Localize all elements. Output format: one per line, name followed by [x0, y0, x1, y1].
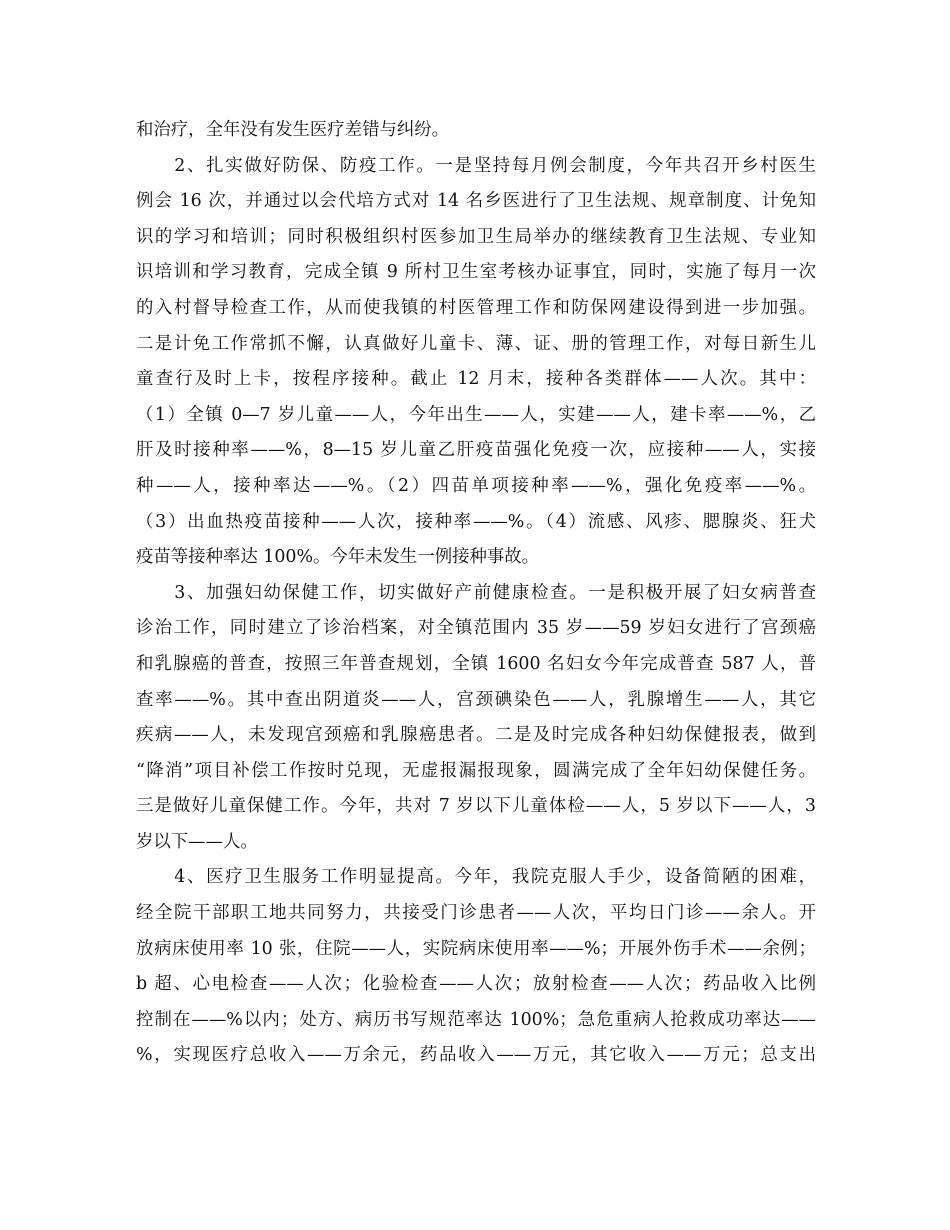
body-text	[136, 113, 816, 1074]
text-line: 肝及时接种率——%，8—15 岁儿童乙肝疫苗强化免疫一次，应接种——人，实接	[136, 440, 816, 461]
text-line: 和治疗，全年没有发生医疗差错与纠纷。	[136, 120, 450, 140]
text-line: 识培训和学习教育，完成全镇 9 所村卫生室考核办证事宜，同时，实施了每月一次	[136, 262, 816, 283]
text-line: （1）全镇 0—7 岁儿童——人，今年出生——人，实建——人，建卡率——%，乙	[136, 404, 816, 425]
text-line: 二是计免工作常抓不懈，认真做好儿童卡、薄、证、册的管理工作，对每日新生儿	[136, 333, 816, 354]
text-line: 识的学习和培训；同时积极组织村医参加卫生局举办的继续教育卫生法规、专业知	[136, 226, 816, 247]
text-line: “降消”项目补偿工作按时兑现，无虚报漏报现象，圆满完成了全年妇幼保健任务。	[136, 760, 816, 781]
text-line: 和乳腺癌的普查，按照三年普查规划，全镇 1600 名妇女今年完成普查 587 人，普	[136, 653, 816, 674]
text-line: 三是做好儿童保健工作。今年，共对 7 岁以下儿童体检——人，5 岁以下——人，3	[136, 796, 816, 817]
text-line: 经全院干部职工地共同努力，共接受门诊患者——人次，平均日门诊——余人。开	[136, 903, 816, 924]
text-line: 控制在——%以内；处方、病历书写规范率达 100%；急危重病人抢救成功率达——	[136, 1009, 816, 1030]
text-line: 的入村督导检查工作，从而使我镇的村医管理工作和防保网建设得到进一步加强。	[136, 297, 816, 318]
text-line: 岁以下——人。	[136, 831, 258, 852]
text-line: 查率——%。其中查出阴道炎——人，宫颈碘染色——人，乳腺增生——人，其它	[136, 689, 816, 710]
text-line: %，实现医疗总收入——万余元，药品收入——万元，其它收入——万元；总支出	[136, 1045, 816, 1066]
text-line: b 超、心电检查——人次；化验检查——人次；放射检查——人次；药品收入比例	[136, 974, 816, 995]
text-line: 疾病——人，未发现宫颈癌和乳腺癌患者。二是及时完成各种妇幼保健报表，做到	[136, 725, 816, 746]
text-line: 3、加强妇幼保健工作，切实做好产前健康检查。一是积极开展了妇女病普查	[136, 582, 816, 603]
text-line: 种——人，接种率达——%。（2）四苗单项接种率——%，强化免疫率——%。	[136, 475, 816, 496]
text-line: 4、医疗卫生服务工作明显提高。今年，我院克服人手少，设备简陋的困难，	[136, 867, 816, 888]
text-line: 放病床使用率 10 张，住院——人，实院病床使用率——%；开展外伤手术——余例；	[136, 938, 816, 959]
text-line: （3）出血热疫苗接种——人次，接种率——%。（4）流感、风疹、腮腺炎、狂犬	[136, 511, 816, 532]
text-line: 2、扎实做好防保、防疫工作。一是坚持每月例会制度，今年共召开乡村医生	[136, 155, 816, 176]
text-line: 疫苗等接种率达 100%。今年未发生一例接种事故。	[136, 547, 540, 568]
text-line: 童查行及时上卡，按程序接种。截止 12 月末，接种各类群体——人次。其中：	[136, 369, 816, 390]
text-line: 例会 16 次，并通过以会代培方式对 14 名乡医进行了卫生法规、规章制度、计免知	[136, 191, 816, 212]
text-line: 诊治工作，同时建立了诊治档案，对全镇范围内 35 岁——59 岁妇女进行了宫颈癌	[136, 618, 816, 639]
